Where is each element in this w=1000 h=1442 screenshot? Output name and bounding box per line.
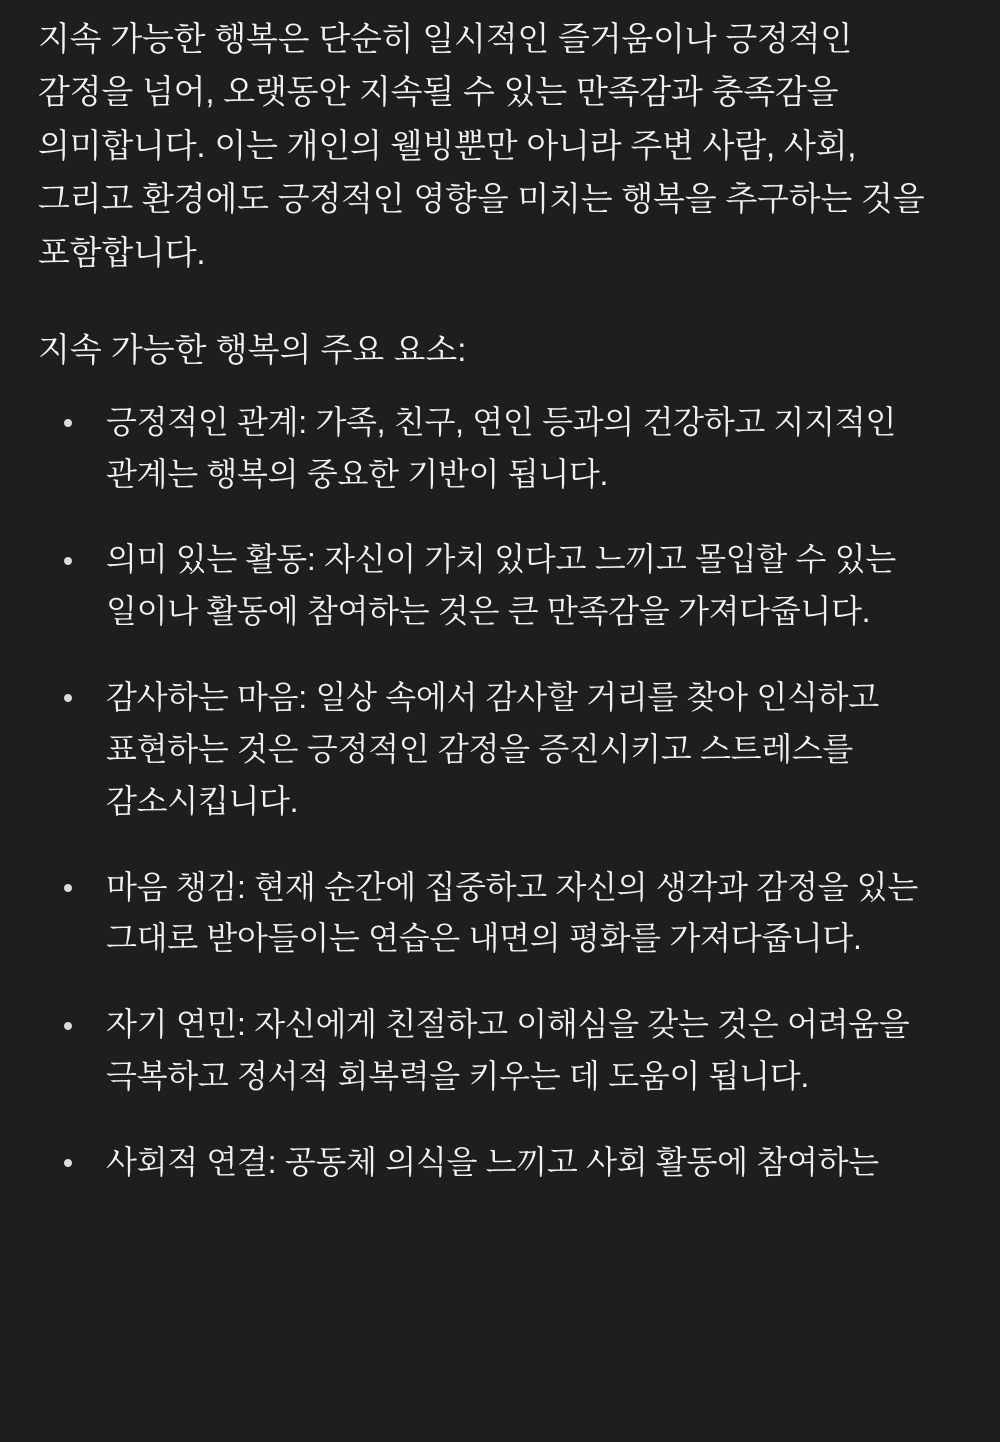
bullet-icon bbox=[64, 694, 72, 702]
bullet-icon bbox=[64, 1159, 72, 1167]
list-item bbox=[38, 862, 956, 966]
list-item-text: 의미 있는 활동: 자신이 가치 있다고 느끼고 몰입할 수 있는 일이나 활동에 참여하는 것은 큰 만족감을 가져다줍니다. bbox=[106, 541, 896, 630]
list-item-text: 사회적 연결: 공동체 의식을 느끼고 사회 활동에 참여하는 bbox=[106, 1143, 879, 1180]
section-heading: 지속 가능한 행복의 주요 요소: bbox=[38, 331, 467, 369]
list-item bbox=[38, 534, 956, 638]
bullet-icon bbox=[64, 1022, 72, 1030]
list-item-text: 마음 챙김: 현재 순간에 집중하고 자신의 생각과 감정을 있는 그대로 받아들이는 연습은 내면의 평화를 가져다줍니다. bbox=[106, 868, 919, 957]
key-elements-list bbox=[38, 397, 956, 1189]
bullet-icon bbox=[64, 557, 72, 565]
list-item bbox=[38, 397, 956, 501]
list-item-text: 감사하는 마음: 일상 속에서 감사할 거리를 찾아 인식하고 표현하는 것은 긍정적인 감정을 증진시키고 스트레스를 감소시킵니다. bbox=[106, 679, 879, 819]
list-item-text: 긍정적인 관계: 가족, 친구, 연인 등과의 건강하고 지지적인 관계는 행복의 중요한 기반이 됩니다. bbox=[106, 403, 896, 492]
list-item bbox=[38, 672, 956, 827]
list-item bbox=[38, 1137, 956, 1189]
list-item bbox=[38, 999, 956, 1103]
bullet-icon bbox=[64, 884, 72, 892]
intro-paragraph: 지속 가능한 행복은 단순히 일시적인 즐거움이나 긍정적인 감정을 넘어, 오랫동안 지속될 수 있는 만족감과 충족감을 의미합니다. 이는 개인의 웰빙뿐만 아니라 주변 사람, 사회, 그리고 환경에도 긍정적인 영향을 미치는 행복을 추구하는 것을 포함합니다. bbox=[38, 20, 925, 271]
list-item-text: 자기 연민: 자신에게 친절하고 이해심을 갖는 것은 어려움을 극복하고 정서적 회복력을 키우는 데 도움이 됩니다. bbox=[106, 1006, 910, 1095]
bullet-icon bbox=[64, 419, 72, 427]
